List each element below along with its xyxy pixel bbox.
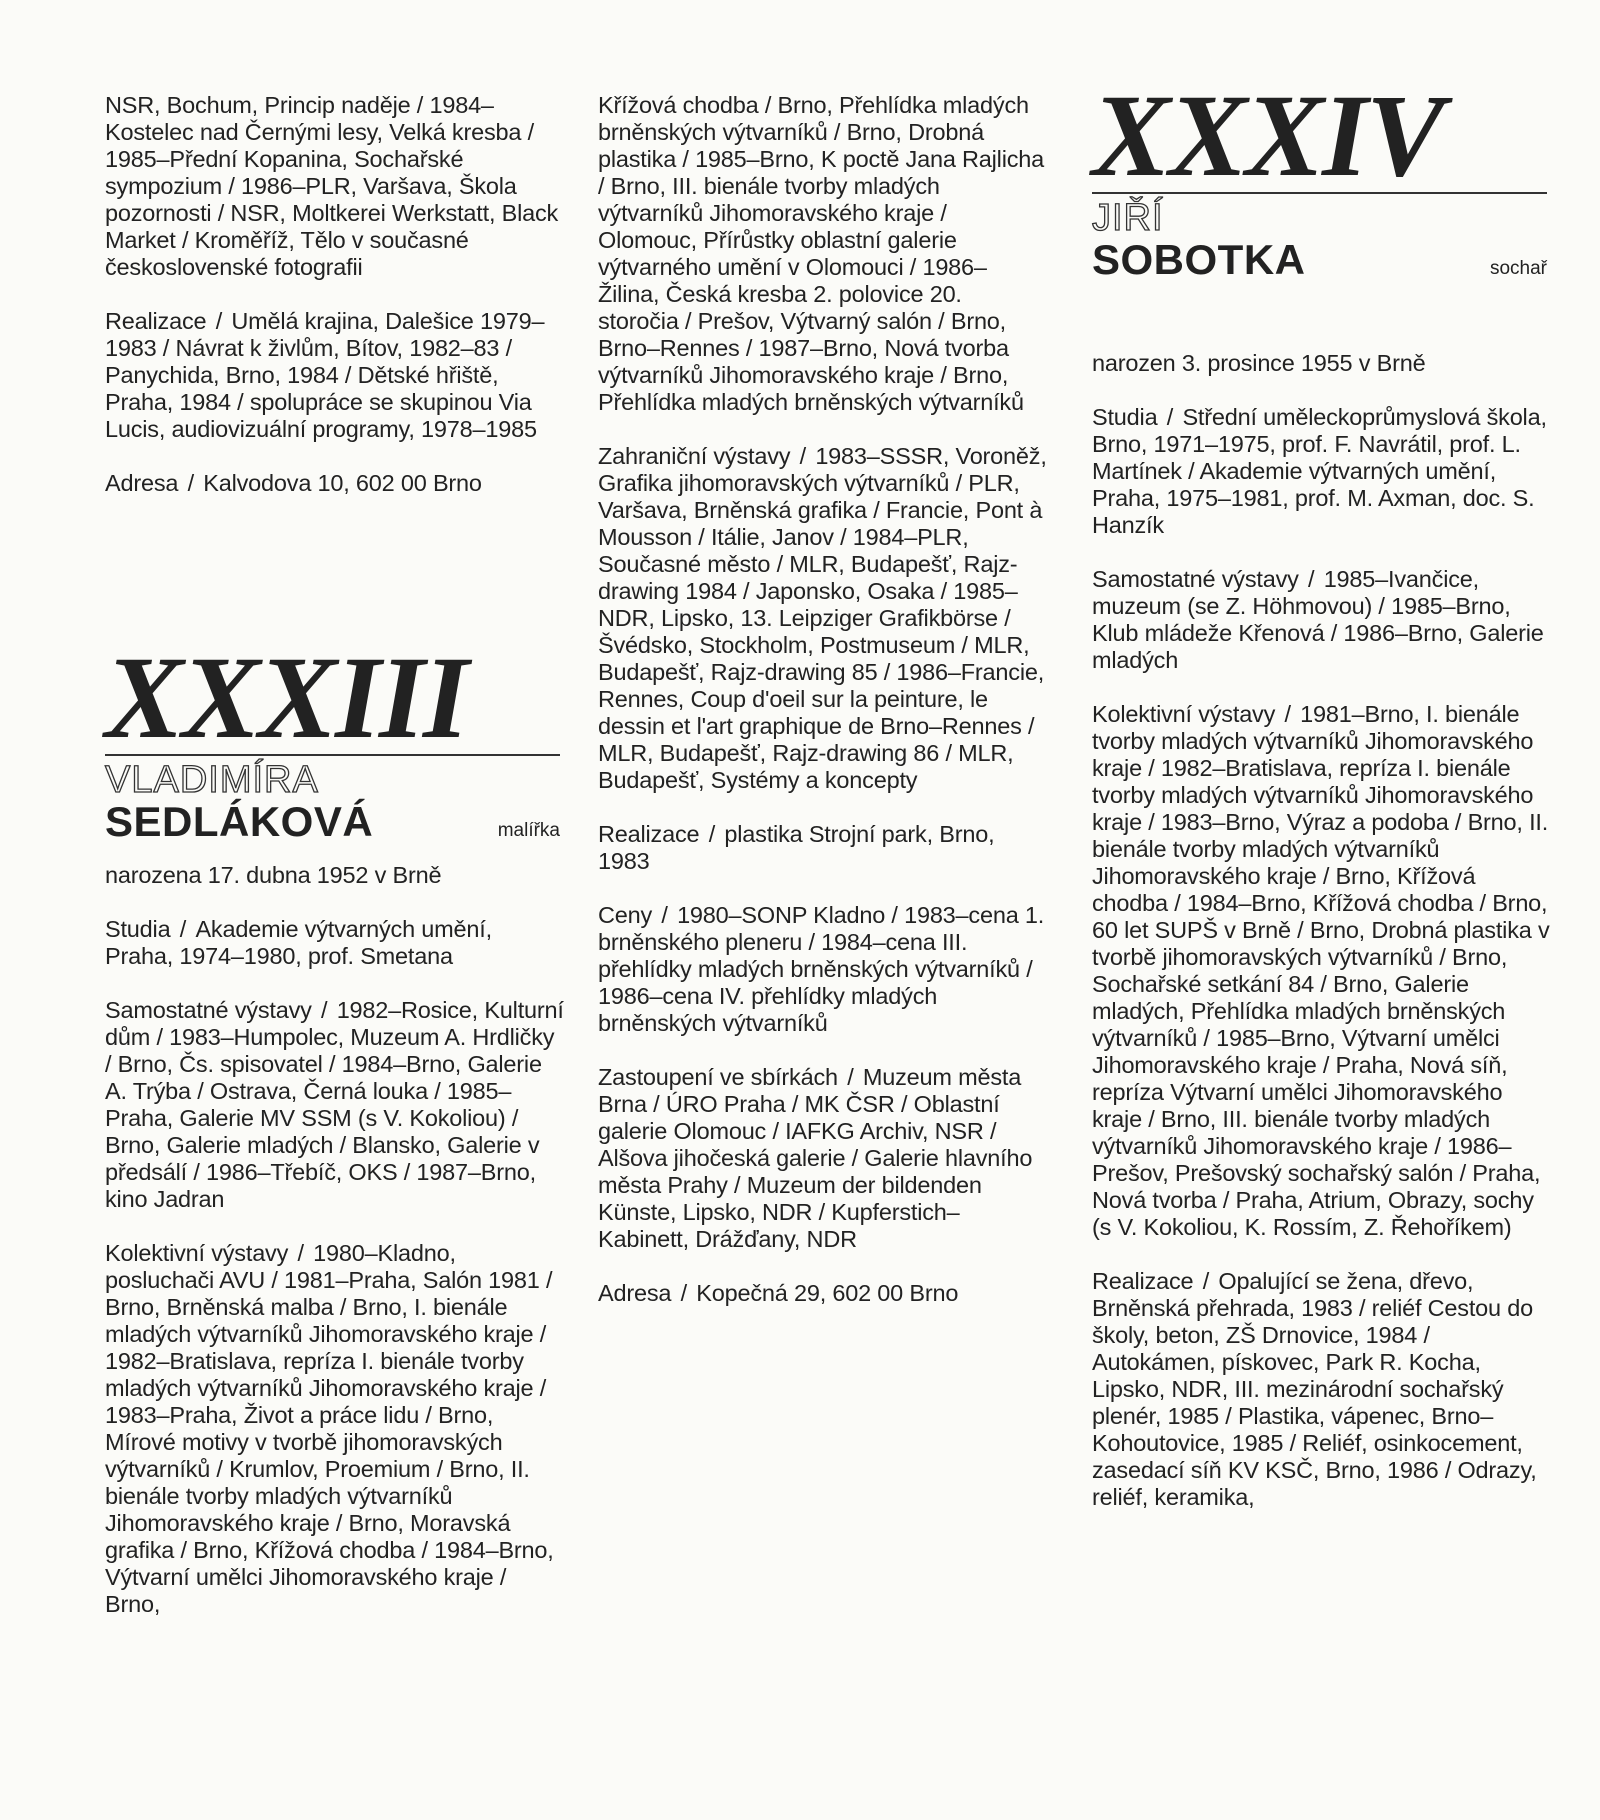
- entry: Samostatné výstavy / 1982–Rosice, Kulturní dům / 1983–Humpolec, Muzeum A. Hrdličky / Brno, Čs. spisovatel / 1984–Brno, Galerie A. Trýba / Ostrava, Černá louka / 1985–Praha, Galerie MV SSM (s V. Kokoliou) / Brno, Galerie mladých / Blansko, Galerie v předsálí / 1986–Třebíč, OKS / 1987–Brno, kino Jadran: [105, 997, 564, 1212]
- artist-profession: sochař: [1489, 258, 1547, 279]
- entry: Ceny / 1980–SONP Kladno / 1983–cena 1. brněnského pleneru / 1984–cena III. přehlídky mladých brněnských výtvarníků / 1986–cena IV. přehlídky mladých brněnských výtvarníků: [598, 902, 1045, 1036]
- artist-surname: SEDLÁKOVÁ: [105, 798, 374, 845]
- entry: narozena 17. dubna 1952 v Brně: [105, 862, 442, 888]
- entry: Adresa / Kalvodova 10, 602 00 Brno: [105, 470, 482, 496]
- artist-first-name: VLADIMÍRA: [105, 759, 319, 801]
- entry: Realizace / Opalující se žena, dřevo, Brněnská přehrada, 1983 / reliéf Cestou do školy, beton, ZŠ Drnovice, 1984 / Autokámen, pískovec, Park R. Kocha, Lipsko, NDR, III. mezinárodní sochařský plenér, 1985 / Plastika, vápenec, Brno–Kohoutovice, 1985 / Reliéf, osinkocement, zasedací síň KV KSČ, Brno, 1986 / Odrazy, reliéf, keramika,: [1092, 1268, 1537, 1510]
- column-2: [598, 92, 1048, 1334]
- roman-numeral: XXXIV: [1092, 70, 1443, 201]
- entry: Realizace / Umělá krajina, Dalešice 1979–1983 / Návrat k živlům, Bítov, 1982–83 / Panychida, Brno, 1984 / Dětské hřiště, Praha, 1984 / spolupráce se skupinou Via Lucis, audiovizuální programy, 1978–1985: [105, 308, 545, 442]
- entry: Samostatné výstavy / 1985–Ivančice, muzeum (se Z. Höhmovou) / 1985–Brno, Klub mládeže Křenová / 1986–Brno, Galerie mladých: [1092, 566, 1544, 673]
- column-3: [1092, 350, 1552, 1538]
- artist-profession: malířka: [497, 820, 560, 841]
- entry: Kolektivní výstavy / 1980–Kladno, posluchači AVU / 1981–Praha, Salón 1981 / Brno, Brněnská malba / Brno, I. bienále mladých výtvarníků Jihomoravského kraje / 1982–Bratislava, repríza I. bienále tvorby mladých výtvarníků Jihomoravského kraje / 1983–Praha, Život a práce lidu / Brno, Mírové motivy v tvorbě jihomoravských výtvarníků / Krumlov, Proemium / Brno, II. bienále tvorby mladých výtvarníků Jihomoravského kraje / Brno, Moravská grafika / Brno, Křížová chodba / 1984–Brno, Výtvarní umělci Jihomoravského kraje / Brno,: [105, 1240, 554, 1617]
- entry: Zastoupení ve sbírkách / Muzeum města Brna / ÚRO Praha / MK ČSR / Oblastní galerie Olomouc / IAFKG Archiv, NSR / Alšova jihočeská galerie / Galerie hlavního města Prahy / Muzeum der bildenden Künste, Lipsko, NDR / Kupferstich–Kabinett, Drážďany, NDR: [598, 1064, 1033, 1252]
- entry: Křížová chodba / Brno, Přehlídka mladých brněnských výtvarníků / Brno, Drobná plastika / 1985–Brno, K poctě Jana Rajlicha / Brno, III. bienále tvorby mladých výtvarníků Jihomoravského kraje / Olomouc, Přírůstky oblastní galerie výtvarného umění v Olomouci / 1986–Žilina, Česká kresba 2. polovice 20. storočia / Prešov, Výtvarný salón / Brno, Brno–Rennes / 1987–Brno, Nová tvorba výtvarníků Jihomoravského kraje / Brno, Přehlídka mladých brněnských výtvarníků: [598, 92, 1045, 415]
- entry: Zahraniční výstavy / 1983–SSSR, Voroněž, Grafika jihomoravských výtvarníků / PLR, Varšava, Brněnská grafika / Francie, Pont à Mousson / Itálie, Janov / 1984–PLR, Současné město / MLR, Budapešť, Rajz-drawing 1984 / Japonsko, Osaka / 1985–NDR, Lipsko, 13. Leipziger Grafikbörse / Švédsko, Stockholm, Postmuseum / MLR, Budapešť, Rajz-drawing 85 / 1986–Francie, Rennes, Coup d'oeil sur la peinture, le dessin et l'art graphique de Brno–Rennes / MLR, Budapešť, Rajz-drawing 86 / MLR, Budapešť, Systémy a koncepty: [598, 443, 1047, 793]
- artist-first-name: JIŘÍ: [1092, 197, 1164, 239]
- surname-row: [105, 800, 560, 844]
- artist-header-34: [1092, 70, 1547, 283]
- artist-header-33: [105, 632, 560, 845]
- entry: narozen 3. prosince 1955 v Brně: [1092, 350, 1426, 376]
- artist-surname: SOBOTKA: [1092, 236, 1306, 283]
- entry: Adresa / Kopečná 29, 602 00 Brno: [598, 1280, 959, 1306]
- roman-numeral: XXXIII: [105, 632, 467, 763]
- column-1-top: [105, 92, 565, 524]
- entry: Studia / Střední uměleckoprůmyslová škola, Brno, 1971–1975, prof. F. Navrátil, prof. L. Martínek / Akademie výtvarných umění, Praha, 1975–1981, prof. M. Axman, doc. S. Hanzík: [1092, 404, 1547, 538]
- column-1-bottom: [105, 862, 565, 1645]
- entry: Studia / Akademie výtvarných umění, Praha, 1974–1980, prof. Smetana: [105, 916, 492, 969]
- surname-row: [1092, 238, 1547, 282]
- entry: Kolektivní výstavy / 1981–Brno, I. bienále tvorby mladých výtvarníků Jihomoravského kraje / 1982–Bratislava, repríza I. bienále tvorby mladých výtvarníků Jihomoravského kraje / 1983–Brno, Výraz a podoba / Brno, II. bienále tvorby mladých výtvarníků Jihomoravského kraje / Brno, Křížová chodba / 1984–Brno, Křížová chodba / Brno, 60 let SUPŠ v Brně / Brno, Drobná plastika v tvorbě jihomoravských výtvarníků / Brno, Sochařské setkání 84 / Brno, Galerie mladých, Přehlídka mladých brněnských výtvarníků / 1985–Brno, Výtvarní umělci Jihomoravského kraje / Praha, Nová síň, repríza Výtvarní umělci Jihomoravského kraje / Brno, III. bienále tvorby mladých výtvarníků Jihomoravského kraje / 1986–Prešov, Prešovský sochařský salón / Praha, Nová tvorba / Praha, Atrium, Obrazy, sochy (s V. Kokoliou, K. Rossím, Z. Řehoříkem): [1092, 701, 1550, 1240]
- entry: NSR, Bochum, Princip naděje / 1984–Kostelec nad Černými lesy, Velká kresba / 1985–Přední Kopanina, Sochařské sympozium / 1986–PLR, Varšava, Škola pozornosti / NSR, Moltkerei Werkstatt, Black Market / Kroměříž, Tělo v současné československé fotografii: [105, 92, 559, 280]
- entry: Realizace / plastika Strojní park, Brno, 1983: [598, 821, 995, 874]
